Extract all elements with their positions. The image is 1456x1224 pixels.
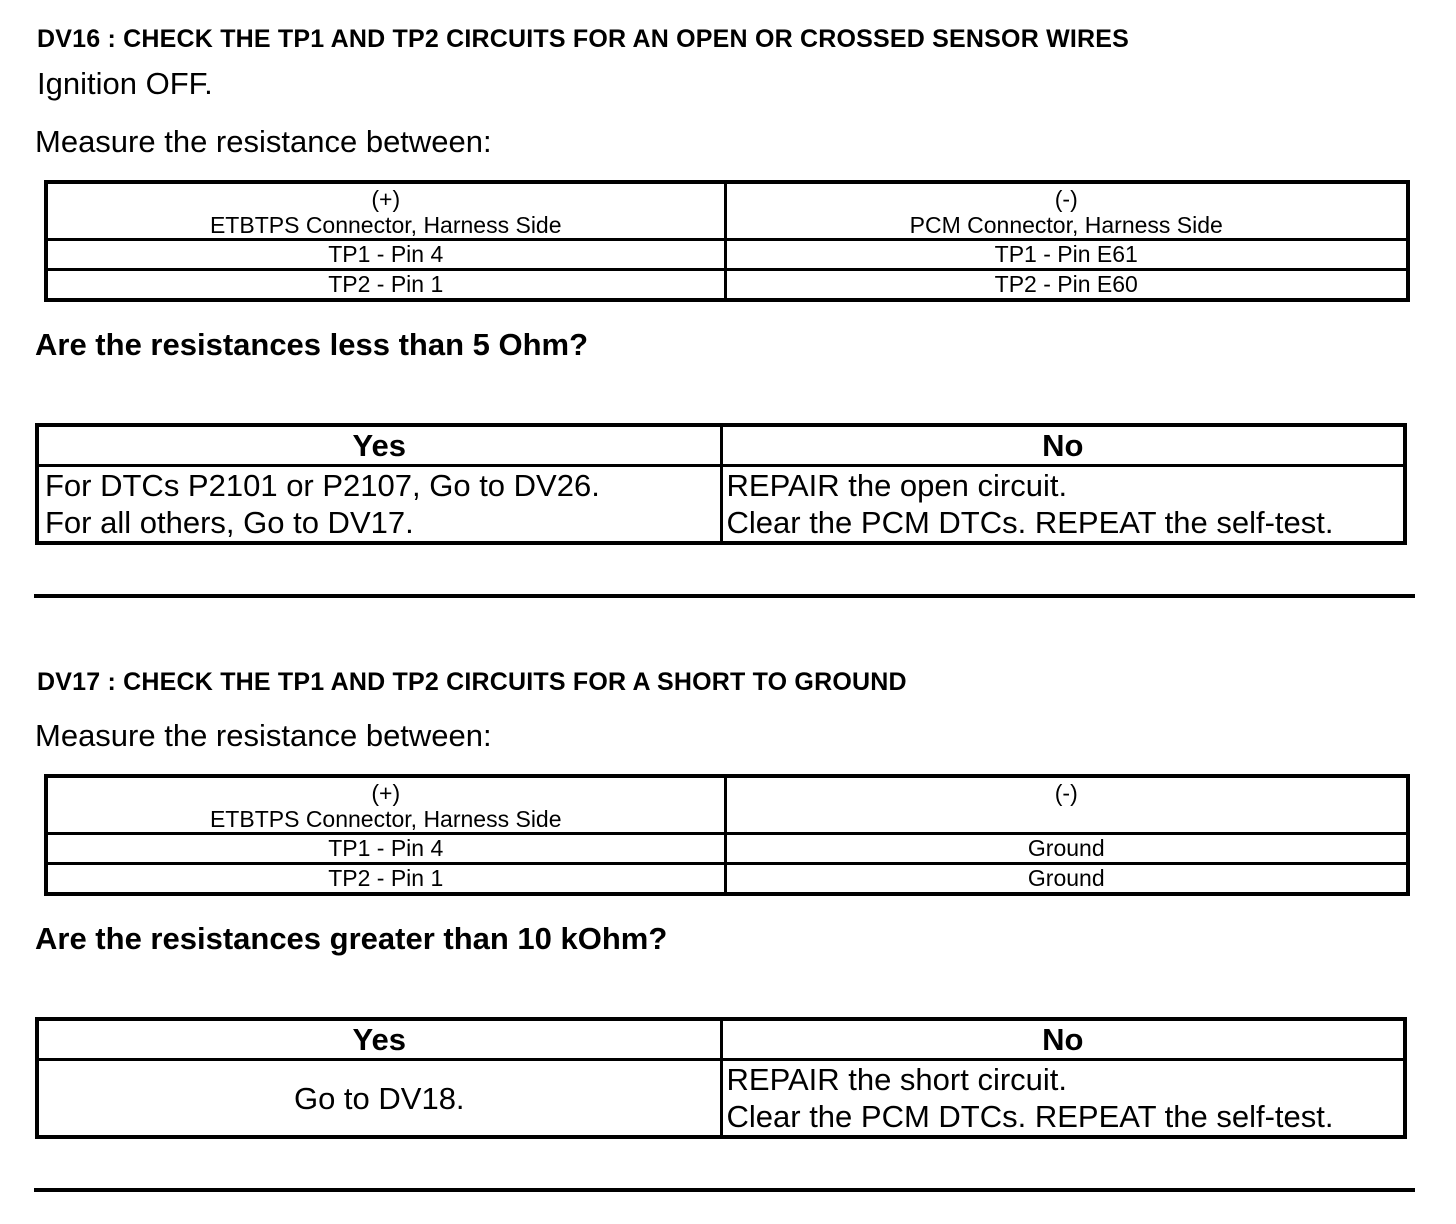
positive-pin-cell: TP2 - Pin 1 xyxy=(46,270,725,301)
negative-column-header xyxy=(725,776,1408,834)
no-action-line: REPAIR the short circuit. xyxy=(726,1062,1068,1097)
dv17-measurement-table xyxy=(44,774,1410,896)
yes-action-line: For all others, Go to DV17. xyxy=(45,505,414,540)
negative-sign: (-) xyxy=(1054,186,1078,212)
yes-action-line: For DTCs P2101 or P2107, Go to DV26. xyxy=(45,468,600,503)
no-action-cell xyxy=(721,466,1405,544)
dv16-step-ignition: Ignition OFF. xyxy=(37,66,213,101)
positive-pin-cell: TP1 - Pin 4 xyxy=(46,834,725,864)
dv17-question: Are the resistances greater than 10 kOhm? xyxy=(35,921,668,956)
no-action-cell xyxy=(721,1060,1405,1138)
yes-action-cell xyxy=(37,466,721,544)
dv16-answer-table xyxy=(35,423,1407,545)
table-row xyxy=(46,834,1408,864)
negative-pin-cell: TP1 - Pin E61 xyxy=(725,240,1408,270)
dv16-question: Are the resistances less than 5 Ohm? xyxy=(35,327,589,362)
answer-row xyxy=(37,466,1405,544)
answer-row xyxy=(37,1060,1405,1138)
positive-pin-cell: TP1 - Pin 4 xyxy=(46,240,725,270)
dv16-measurement-table xyxy=(44,180,1410,302)
negative-sign: (-) xyxy=(1054,780,1078,806)
dv16-heading: DV16 : CHECK THE TP1 AND TP2 CIRCUITS FOR AN OPEN OR CROSSED SENSOR WIRES xyxy=(37,25,1130,53)
negative-ground-cell: Ground xyxy=(725,834,1408,864)
positive-connector-label: ETBTPS Connector, Harness Side xyxy=(209,212,562,238)
table-row xyxy=(46,270,1408,301)
no-action-line: Clear the PCM DTCs. REPEAT the self-test. xyxy=(726,505,1334,540)
no-header: No xyxy=(721,1019,1405,1060)
negative-connector-label: PCM Connector, Harness Side xyxy=(909,212,1223,238)
positive-connector-label: ETBTPS Connector, Harness Side xyxy=(209,806,562,832)
section-divider xyxy=(34,1188,1415,1192)
positive-sign: (+) xyxy=(371,186,401,212)
table-row xyxy=(46,864,1408,895)
positive-sign: (+) xyxy=(371,780,401,806)
dv17-heading: DV17 : CHECK THE TP1 AND TP2 CIRCUITS FOR A SHORT TO GROUND xyxy=(37,668,907,696)
table-header-row xyxy=(46,776,1408,834)
dv17-answer-table xyxy=(35,1017,1407,1139)
positive-pin-cell: TP2 - Pin 1 xyxy=(46,864,725,895)
table-header-row xyxy=(46,182,1408,240)
dv17-step-measure: Measure the resistance between: xyxy=(35,718,492,753)
answer-header-row xyxy=(37,425,1405,466)
negative-column-header xyxy=(725,182,1408,240)
dv16-step-measure: Measure the resistance between: xyxy=(35,124,492,159)
section-divider xyxy=(34,594,1415,598)
no-header: No xyxy=(721,425,1405,466)
table-row xyxy=(46,240,1408,270)
no-action-line: REPAIR the open circuit. xyxy=(726,468,1068,503)
yes-header: Yes xyxy=(37,425,721,466)
yes-header: Yes xyxy=(37,1019,721,1060)
yes-action-cell: Go to DV18. xyxy=(37,1060,721,1138)
positive-column-header xyxy=(46,182,725,240)
negative-ground-cell: Ground xyxy=(725,864,1408,895)
answer-header-row xyxy=(37,1019,1405,1060)
no-action-line: Clear the PCM DTCs. REPEAT the self-test. xyxy=(726,1099,1334,1134)
positive-column-header xyxy=(46,776,725,834)
negative-pin-cell: TP2 - Pin E60 xyxy=(725,270,1408,301)
